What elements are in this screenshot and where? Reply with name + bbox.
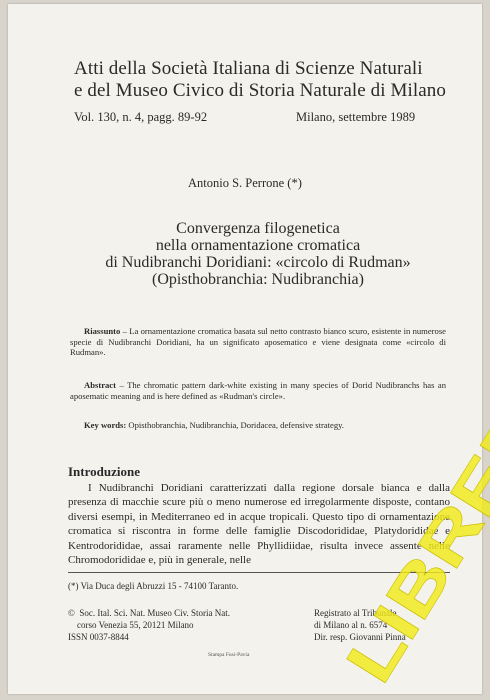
copyright-line: corso Venezia 55, 20121 Milano	[68, 620, 194, 630]
registration-line: Dir. resp. Giovanni Pinna	[314, 632, 406, 642]
keywords-label: Key words:	[84, 420, 127, 430]
document-page	[8, 4, 482, 694]
journal-title	[74, 58, 446, 102]
registration-block	[314, 607, 406, 643]
author-address-footnote: (*) Via Duca degli Abruzzi 15 - 74100 Taranto.	[68, 581, 239, 591]
journal-title-line-2: e del Museo Civico di Storia Naturale di Milano	[74, 80, 446, 101]
copyright-line: ISSN 0037-8844	[68, 632, 129, 642]
registration-line: di Milano al n. 6574	[314, 620, 388, 630]
printer-imprint: Stampa Fusi-Pavia	[208, 652, 250, 658]
riassunto-label: Riassunto	[84, 326, 121, 336]
copyright-block	[68, 607, 230, 643]
registration-line: Registrato al Tribunale	[314, 608, 397, 618]
keywords-text: Opisthobranchia, Nudibranchia, Doridacea, defensive strategy.	[126, 420, 345, 430]
copyright-line: © Soc. Ital. Sci. Nat. Museo Civ. Storia Nat.	[68, 608, 230, 618]
introduction-body: I Nudibranchi Doridiani caratterizzati dalla regione dorsale bianca e dalla presenza di macchie scure più o meno numerose ed irregolarmente disposte, contano diversi esempi, in Mediterraneo ed in acque tropicali. Questo tipo di ornamentazione cromatica si riscontra in forme delle famiglie Discodorididae, Platydorididae e Kentrodorididae, assai raramente nelle Phyllidiidae, risulta invece assente nelle Chromodorididae e, più in generale, nelle	[68, 482, 450, 567]
abstract-label: Abstract	[84, 380, 116, 390]
abstract-paragraph	[70, 380, 446, 401]
riassunto-paragraph	[70, 326, 446, 358]
article-title	[48, 220, 468, 288]
volume-info: Vol. 130, n. 4, pagg. 89-92	[74, 110, 208, 124]
abstract-text: – The chromatic pattern dark-white existing in many species of Dorid Nudibranchs has an aposematic meaning and is here defined as «Rudman's circle».	[70, 380, 446, 401]
footnote-divider	[68, 572, 450, 573]
journal-title-line-1: Atti della Società Italiana di Scienze Naturali	[74, 58, 423, 79]
author: Antonio S. Perrone (*)	[188, 176, 302, 190]
place-date: Milano, settembre 1989	[296, 110, 416, 124]
riassunto-text: – La ornamentazione cromatica basata sul netto contrasto bianco scuro, esistente in numerose specie di Nudibranchi Doridiani, ha un significato aposematico e viene designata come «circolo di Rudman».	[70, 326, 446, 357]
keywords-paragraph	[70, 420, 446, 431]
article-title-line: Convergenza filogenetica	[176, 220, 340, 237]
article-title-line: nella ornamentazione cromatica	[155, 237, 361, 254]
article-title-line: (Opisthobranchia: Nudibranchia)	[152, 271, 364, 288]
section-heading: Introduzione	[68, 464, 140, 479]
article-title-line: di Nudibranchi Doridiani: «circolo di Rudman»	[105, 254, 411, 271]
